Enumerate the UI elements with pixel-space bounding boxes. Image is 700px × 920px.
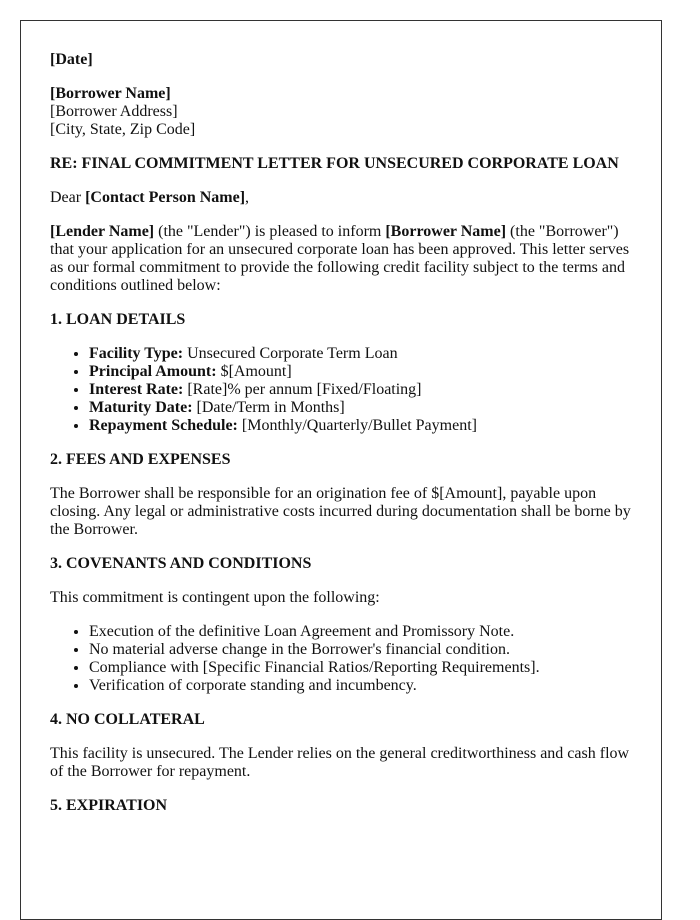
loan-details-list (50, 345, 632, 435)
salutation-prefix: Dear (50, 189, 86, 206)
item-value: [Monthly/Quarterly/Bullet Payment] (237, 417, 477, 434)
list-item (89, 363, 632, 381)
list-item: • Execution of the definitive Loan Agreement and Promissory Note. (89, 623, 632, 641)
salutation (50, 189, 632, 207)
list-item: • Verification of corporate standing and incumbency. (89, 677, 632, 695)
recipient-address: [Borrower Address] (50, 103, 178, 120)
section-heading-fees: 2. FEES AND EXPENSES (50, 451, 231, 468)
item-label: Repayment Schedule: (89, 417, 238, 434)
intro-text-2: (the "Borrower") that your application for an unsecured corporate loan has been approved. This letter serves as our formal commitment to provide the following credit facility subject to the terms and conditions outlined below: (50, 223, 630, 294)
covenants-intro: This commitment is contingent upon the following: (50, 589, 380, 606)
list-item (89, 381, 632, 399)
recipient-name-text: [Borrower Name] (50, 85, 171, 102)
recipient-name (50, 85, 632, 103)
intro-text-1: (the "Lender") is pleased to inform (154, 223, 386, 240)
salutation-suffix: , (245, 189, 250, 206)
intro-borrower-name: [Borrower Name] (385, 223, 507, 240)
intro-lender-name: [Lender Name] (50, 223, 155, 240)
commitment-letter (20, 20, 662, 920)
item-value: $[Amount] (216, 363, 292, 380)
list-item: • No material adverse change in the Borrower's financial condition. (89, 641, 632, 659)
section-heading-loan-details: 1. LOAN DETAILS (50, 311, 186, 328)
section-heading-covenants: 3. COVENANTS AND CONDITIONS (50, 555, 312, 572)
item-label: Maturity Date: (89, 399, 193, 416)
item-label: Interest Rate: (89, 381, 184, 398)
date-text: [Date] (50, 51, 93, 68)
item-value: [Date/Term in Months] (192, 399, 345, 416)
recipient-city-state-zip: [City, State, Zip Code] (50, 121, 196, 138)
item-label: Facility Type: (89, 345, 184, 362)
item-value: [Rate]% per annum [Fixed/Floating] (183, 381, 422, 398)
covenants-list (50, 623, 632, 695)
list-item (89, 399, 632, 417)
fees-paragraph: The Borrower shall be responsible for an origination fee of $[Amount], payable upon closing. Any legal or administrative costs incurred during documentation shall be borne by the Borrower. (50, 485, 631, 538)
list-item (89, 345, 632, 363)
recipient-address-block (50, 85, 632, 139)
item-value: Unsecured Corporate Term Loan (183, 345, 398, 362)
subject-text: RE: FINAL COMMITMENT LETTER FOR UNSECURED CORPORATE LOAN (50, 155, 619, 172)
list-item (89, 417, 632, 435)
document-viewport (20, 20, 662, 814)
section-heading-expiration: 5. EXPIRATION (50, 797, 168, 814)
letter-date (50, 51, 632, 69)
collateral-paragraph: This facility is unsecured. The Lender relies on the general creditworthiness and cash flow of the Borrower for repayment. (50, 745, 630, 780)
item-label: Principal Amount: (89, 363, 217, 380)
list-item: • Compliance with [Specific Financial Ratios/Reporting Requirements]. (89, 659, 632, 677)
section-heading-collateral: 4. NO COLLATERAL (50, 711, 205, 728)
salutation-name: [Contact Person Name] (85, 189, 246, 206)
intro-paragraph (50, 223, 632, 295)
subject-line (50, 155, 632, 173)
